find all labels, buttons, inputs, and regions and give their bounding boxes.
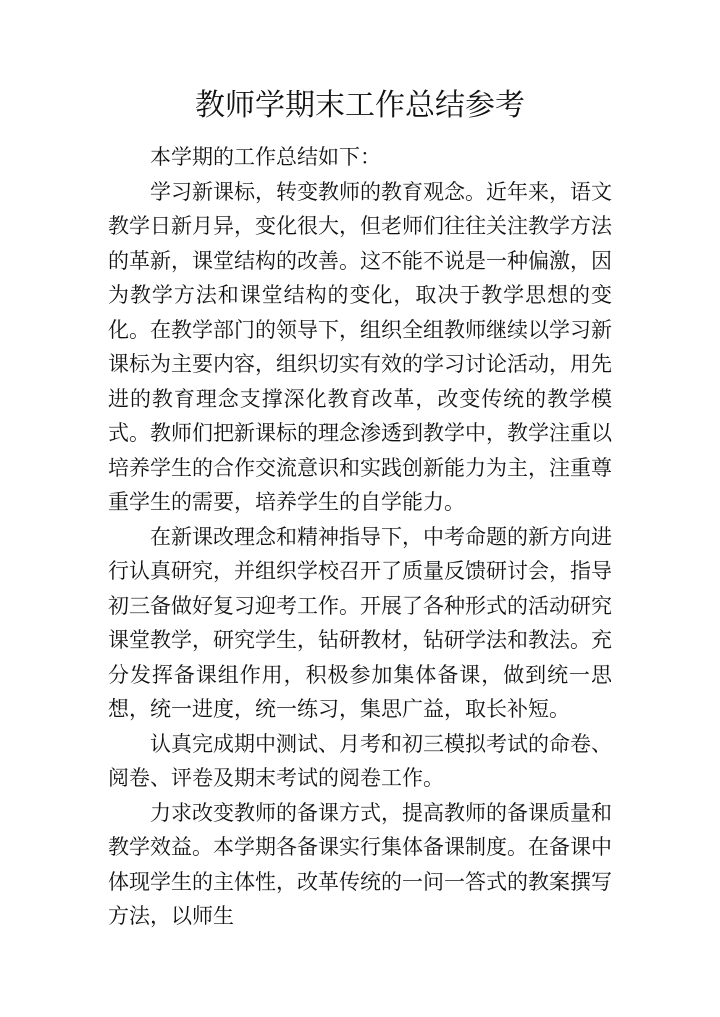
paragraph-exam-work: 认真完成期中测试、月考和初三模拟考试的命卷、阅卷、评卷及期末考试的阅卷工作。 [108,731,612,790]
paragraph-exam-research: 在新课改理念和精神指导下，中考命题的新方向进行认真研究，并组织学校召开了质量反馈研讨会，指导初三备做好复习迎考工作。开展了各种形式的活动研究课堂教学，研究学生，钻研教材，钻研学法和教法。充分发挥备课组作用，积极参加集体备课，做到统一思想，统一进度，统一练习，集思广益，取长补短。 [108,524,612,721]
document-body [108,140,612,934]
document-title: 教师学期末工作总结参考 [195,88,525,123]
paragraph-lesson-prep: 力求改变教师的备课方式，提高教师的备课质量和教学效益。本学期各备课实行集体备课制度。在备课中体现学生的主体性，改革传统的一问一答式的教案撰写方法，以师生 [108,800,612,928]
paragraph-intro: 本学期的工作总结如下： [150,145,381,169]
paragraph-curriculum-study: 学习新课标，转变教师的教育观念。近年来，语文教学日新月异，变化很大，但老师们往往关注教学方法的革新，课堂结构的改善。这不能不说是一种偏激，因为教学方法和课堂结构的变化，取决于教学思想的变化。在教学部门的领导下，组织全组教师继续以学习新课标为主要内容，组织切实有效的学习讨论活动，用先进的教育理念支撑深化教育改革，改变传统的教学模式。教师们把新课标的理念渗透到教学中，教学注重以培养学生的合作交流意识和实践创新能力为主，注重尊重学生的需要，培养学生的自学能力。 [108,179,612,514]
